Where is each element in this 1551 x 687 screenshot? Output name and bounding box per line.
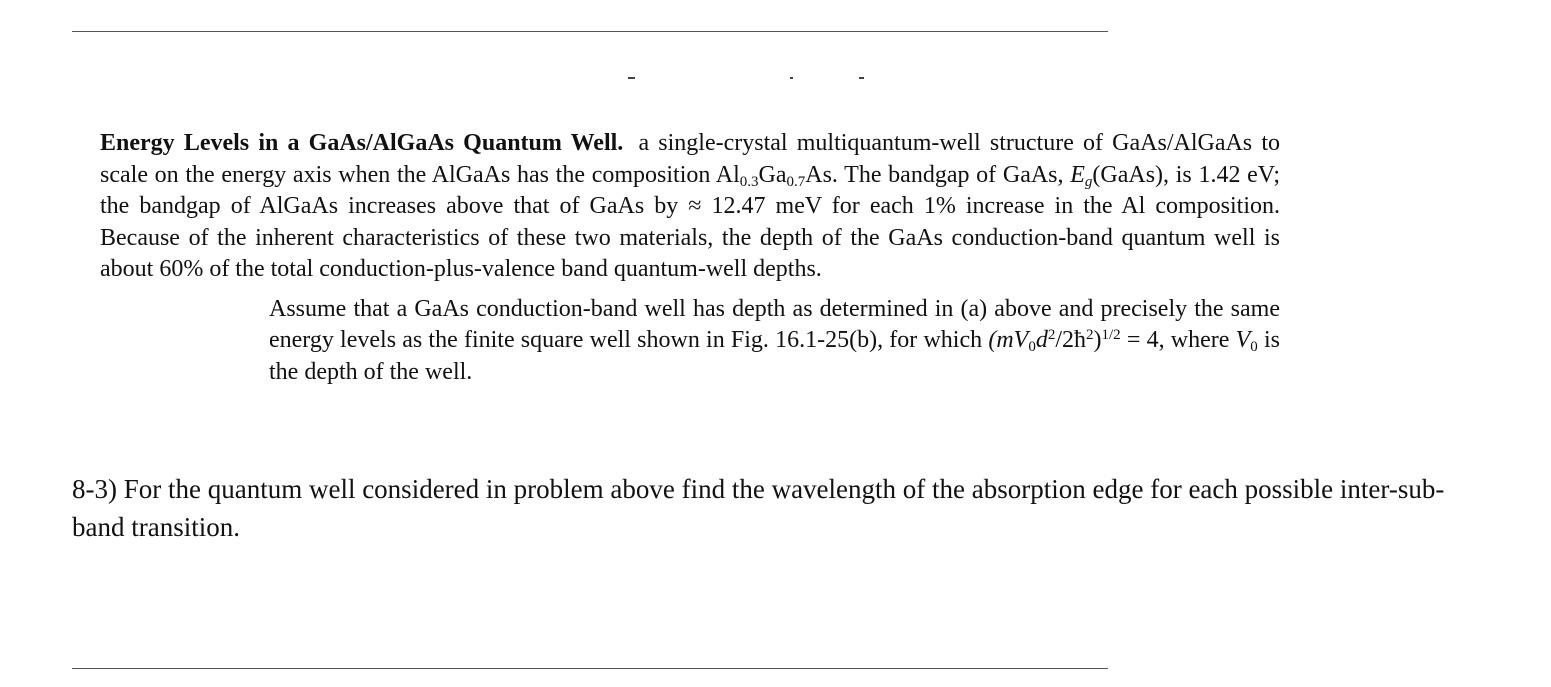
bandgap-sentence-start: The bandgap of GaAs, [844, 161, 1064, 188]
bottom-rule [72, 668, 1108, 669]
scan-mark [628, 77, 635, 79]
top-rule [72, 31, 1108, 32]
question-text: For the quantum well considered in problem above find the wavelength of the absorption edge for each possible inter-sub-band transition. [72, 474, 1445, 542]
problem-intro: a single-crystal multiquantum-well structure of GaAs/AlGaAs to scale on the energy axis when the AlGaAs has the composition [100, 130, 1280, 188]
scan-mark [790, 77, 793, 79]
problem-statement [100, 128, 1280, 388]
bandgap-sentence-end: (GaAs), is 1.42 eV; the bandgap of AlGaAs increases above that of GaAs by ≈ 12.47 meV for each 1% increase in the Al composition. Because of the inherent characteristics of these two materials, the depth of the GaAs conduction-band quantum well is about 60% of the total conduction-plus-valence band quantum-well depths. [100, 161, 1281, 282]
formula: $(mV_0d^2/2ħ^2)^{1/2} = 4$, where $V_0$ is the depth of the well. [269, 327, 1281, 385]
question-8-3 [72, 470, 1482, 546]
problem-title: Energy Levels in a GaAs/AlGaAs Quantum Well. [100, 130, 624, 156]
eg-symbol: $E_g$ [1070, 161, 1093, 190]
scan-mark [859, 77, 864, 79]
part-b-text: Assume that a GaAs conduction-band well has depth as determined in (a) above and precisely the same energy levels as the finite square well shown in Fig. 16.1-25(b), for which [269, 295, 1280, 353]
problem-paragraph-b [269, 294, 1280, 389]
problem-paragraph-a [100, 128, 1280, 286]
question-number: 8-3) [72, 474, 117, 504]
composition: $Al_{0.3}Ga_{0.7}As$. [715, 161, 838, 190]
